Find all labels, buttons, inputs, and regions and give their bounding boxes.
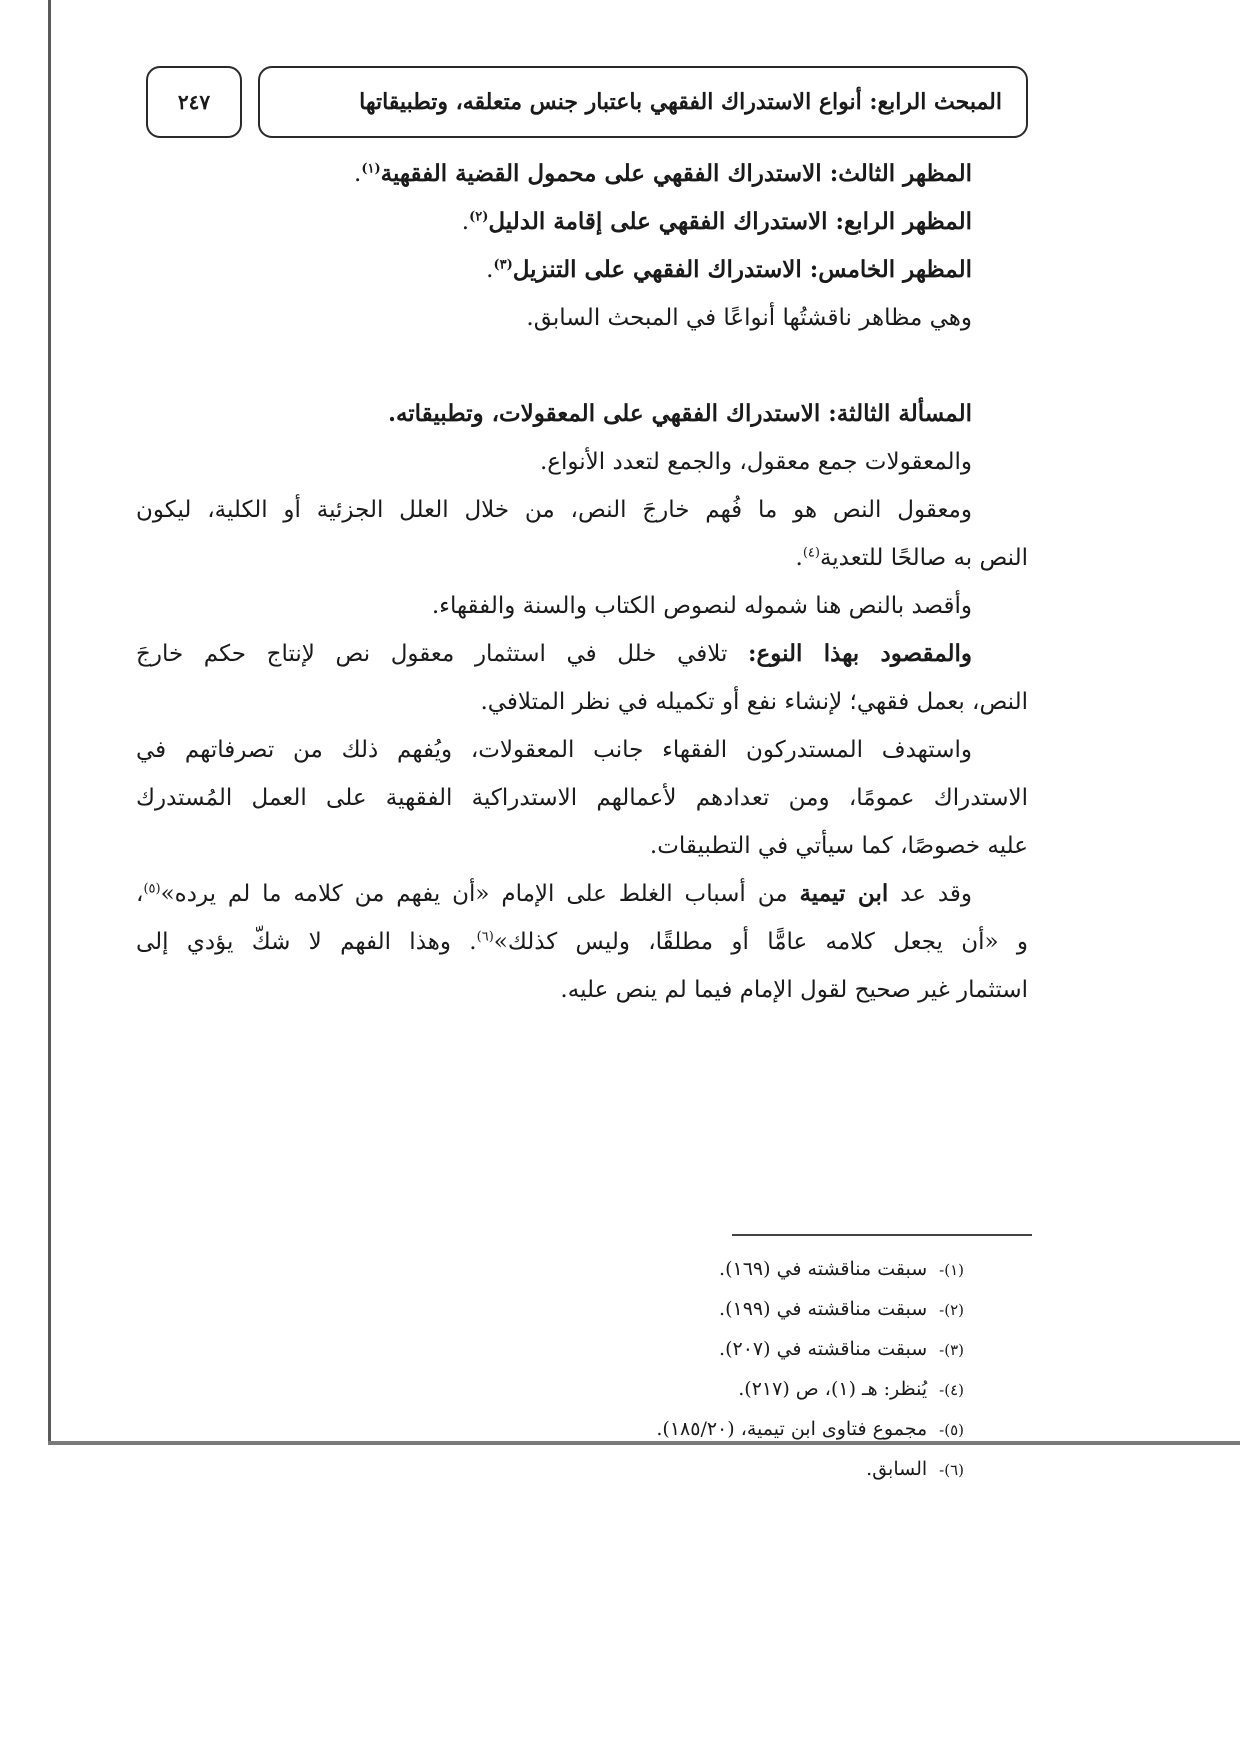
aspect-5-text: الاستدراك الفقهي على التنزيل — [512, 256, 810, 283]
footnote-1 — [300, 1250, 964, 1290]
ibn-taymiyyah-start: وقد عد — [888, 881, 973, 907]
paragraph-aspect-4 — [136, 198, 1028, 246]
footnote-5-number: (٥)- — [939, 1421, 964, 1439]
footnote-2-number: (٢)- — [939, 1301, 964, 1319]
footnote-4-number: (٤)- — [939, 1381, 964, 1399]
ibn-taymiyyah-name: ابن تيمية — [799, 880, 889, 907]
paragraph-ibn-taymiyyah-line1 — [136, 870, 1028, 918]
footnote-separator — [732, 1234, 1032, 1236]
paragraph-aspect-3 — [136, 150, 1028, 198]
intent-label: والمقصود بهذا النوع: — [748, 640, 972, 667]
section-heading: المسألة الثالثة: الاستدراك الفقهي على المعقولات، وتطبيقاته. — [387, 400, 972, 427]
aspect-3-end: . — [354, 161, 362, 187]
paragraph-target-line2: الاستدراك عمومًا، ومن تعدادهم لأعمالهم الاستدراكية الفقهية على العمل المُستدرك — [136, 785, 1028, 811]
footnote-2 — [300, 1290, 964, 1330]
header-title-text: المبحث الرابع: أنواع الاستدراك الفقهي باعتبار جنس متعلقه، وتطبيقاتها — [359, 89, 1002, 115]
aspect-4-end: . — [461, 209, 470, 235]
ibn-taymiyyah-line2-end: . وهذا الفهم لا شكّ يؤدي إلى — [136, 929, 477, 955]
footnote-ref-6[interactable]: (٦) — [476, 929, 494, 945]
ibn-taymiyyah-end1: ، — [136, 881, 144, 907]
paragraph-ibn-taymiyyah-line3: استثمار غير صحيح لقول الإمام فيما لم ينص عليه. — [560, 977, 1028, 1003]
meaning-line2-end: . — [795, 545, 803, 571]
paragraph-target-line3: عليه خصوصًا، كما سيأتي في التطبيقات. — [649, 833, 1028, 859]
footnote-ref-4[interactable]: (٤) — [802, 545, 820, 561]
aspect-5-end: . — [486, 257, 494, 283]
aspect-5-label: المظهر الخامس: — [809, 256, 972, 283]
footnote-ref-2[interactable]: (٢) — [469, 209, 489, 225]
footnote-1-number: (١)- — [939, 1261, 964, 1279]
footnote-4 — [300, 1370, 964, 1410]
main-text — [136, 150, 1028, 1014]
paragraph-meaning-line1: ومعقول النص هو ما فُهم خارجَ النص، من خلال العلل الجزئية أو الكلية، ليكون — [136, 497, 972, 523]
meaning-line2-text: النص به صالحًا للتعدية — [819, 545, 1028, 571]
footnote-1-text: سبقت مناقشته في (١٦٩). — [719, 1258, 928, 1280]
intent-line1-text: تلافي خلل في استثمار معقول نص لإنتاج حكم خارجَ — [136, 641, 748, 667]
paragraph-target-line1: واستهدف المستدركون الفقهاء جانب المعقولات، ويُفهم ذلك من تصرفاتهم في — [136, 737, 972, 763]
footnote-3-text: سبقت مناقشته في (٢٠٧). — [719, 1338, 928, 1360]
footnote-ref-5[interactable]: (٥) — [143, 881, 161, 897]
paragraph-intent-line2: النص، بعمل فقهي؛ لإنشاء نفع أو تكميله في نظر المتلافي. — [480, 689, 1028, 715]
footnote-6-number: (٦)- — [939, 1461, 964, 1479]
footnote-ref-1[interactable]: (١) — [361, 161, 381, 177]
page-number: ٢٤٧ — [177, 90, 211, 114]
footnote-5-text: مجموع فتاوى ابن تيمية، (١٨٥/٢٠). — [656, 1418, 928, 1440]
footnote-ref-3[interactable]: (٣) — [493, 257, 513, 273]
footnote-4-text: يُنظر: هـ (١)، ص (٢١٧). — [738, 1378, 928, 1400]
footnote-3 — [300, 1330, 964, 1370]
aspect-4-label: المظهر الرابع: — [835, 208, 972, 235]
paragraph-aspects-note: وهي مظاهر ناقشتُها أنواعًا في المبحث السابق. — [526, 305, 972, 331]
paragraph-aspect-5 — [136, 246, 1028, 294]
ibn-taymiyyah-mid: من أسباب الغلط على الإمام «أن يفهم من كلامه ما لم يرده» — [160, 881, 800, 907]
footnotes-section — [300, 1250, 964, 1490]
footnote-2-text: سبقت مناقشته في (١٩٩). — [719, 1298, 928, 1320]
footnote-6-text: السابق. — [866, 1458, 928, 1480]
paragraph-gap — [136, 342, 1028, 390]
footnote-3-number: (٣)- — [939, 1341, 964, 1359]
footnote-5 — [300, 1410, 964, 1450]
paragraph-ibn-taymiyyah-line2 — [136, 918, 1028, 966]
page-number-box — [146, 66, 242, 138]
ibn-taymiyyah-line2-text: و «أن يجعل كلامه عامًّا أو مطلقًا، وليس كذلك» — [493, 929, 1028, 955]
aspect-3-label: المظهر الثالث: — [829, 160, 972, 187]
paragraph-scope: وأقصد بالنص هنا شموله لنصوص الكتاب والسنة والفقهاء. — [431, 593, 972, 619]
footnote-6 — [300, 1450, 964, 1490]
aspect-3-text: الاستدراك الفقهي على محمول القضية الفقهية — [380, 160, 830, 187]
page-left-border — [48, 0, 51, 1444]
paragraph-definition: والمعقولات جمع معقول، والجمع لتعدد الأنواع. — [539, 449, 972, 475]
paragraph-intent-line1 — [136, 630, 1028, 678]
paragraph-meaning-line2 — [136, 534, 1028, 582]
aspect-4-text: الاستدراك الفقهي على إقامة الدليل — [488, 208, 836, 235]
running-header-title — [258, 66, 1028, 138]
